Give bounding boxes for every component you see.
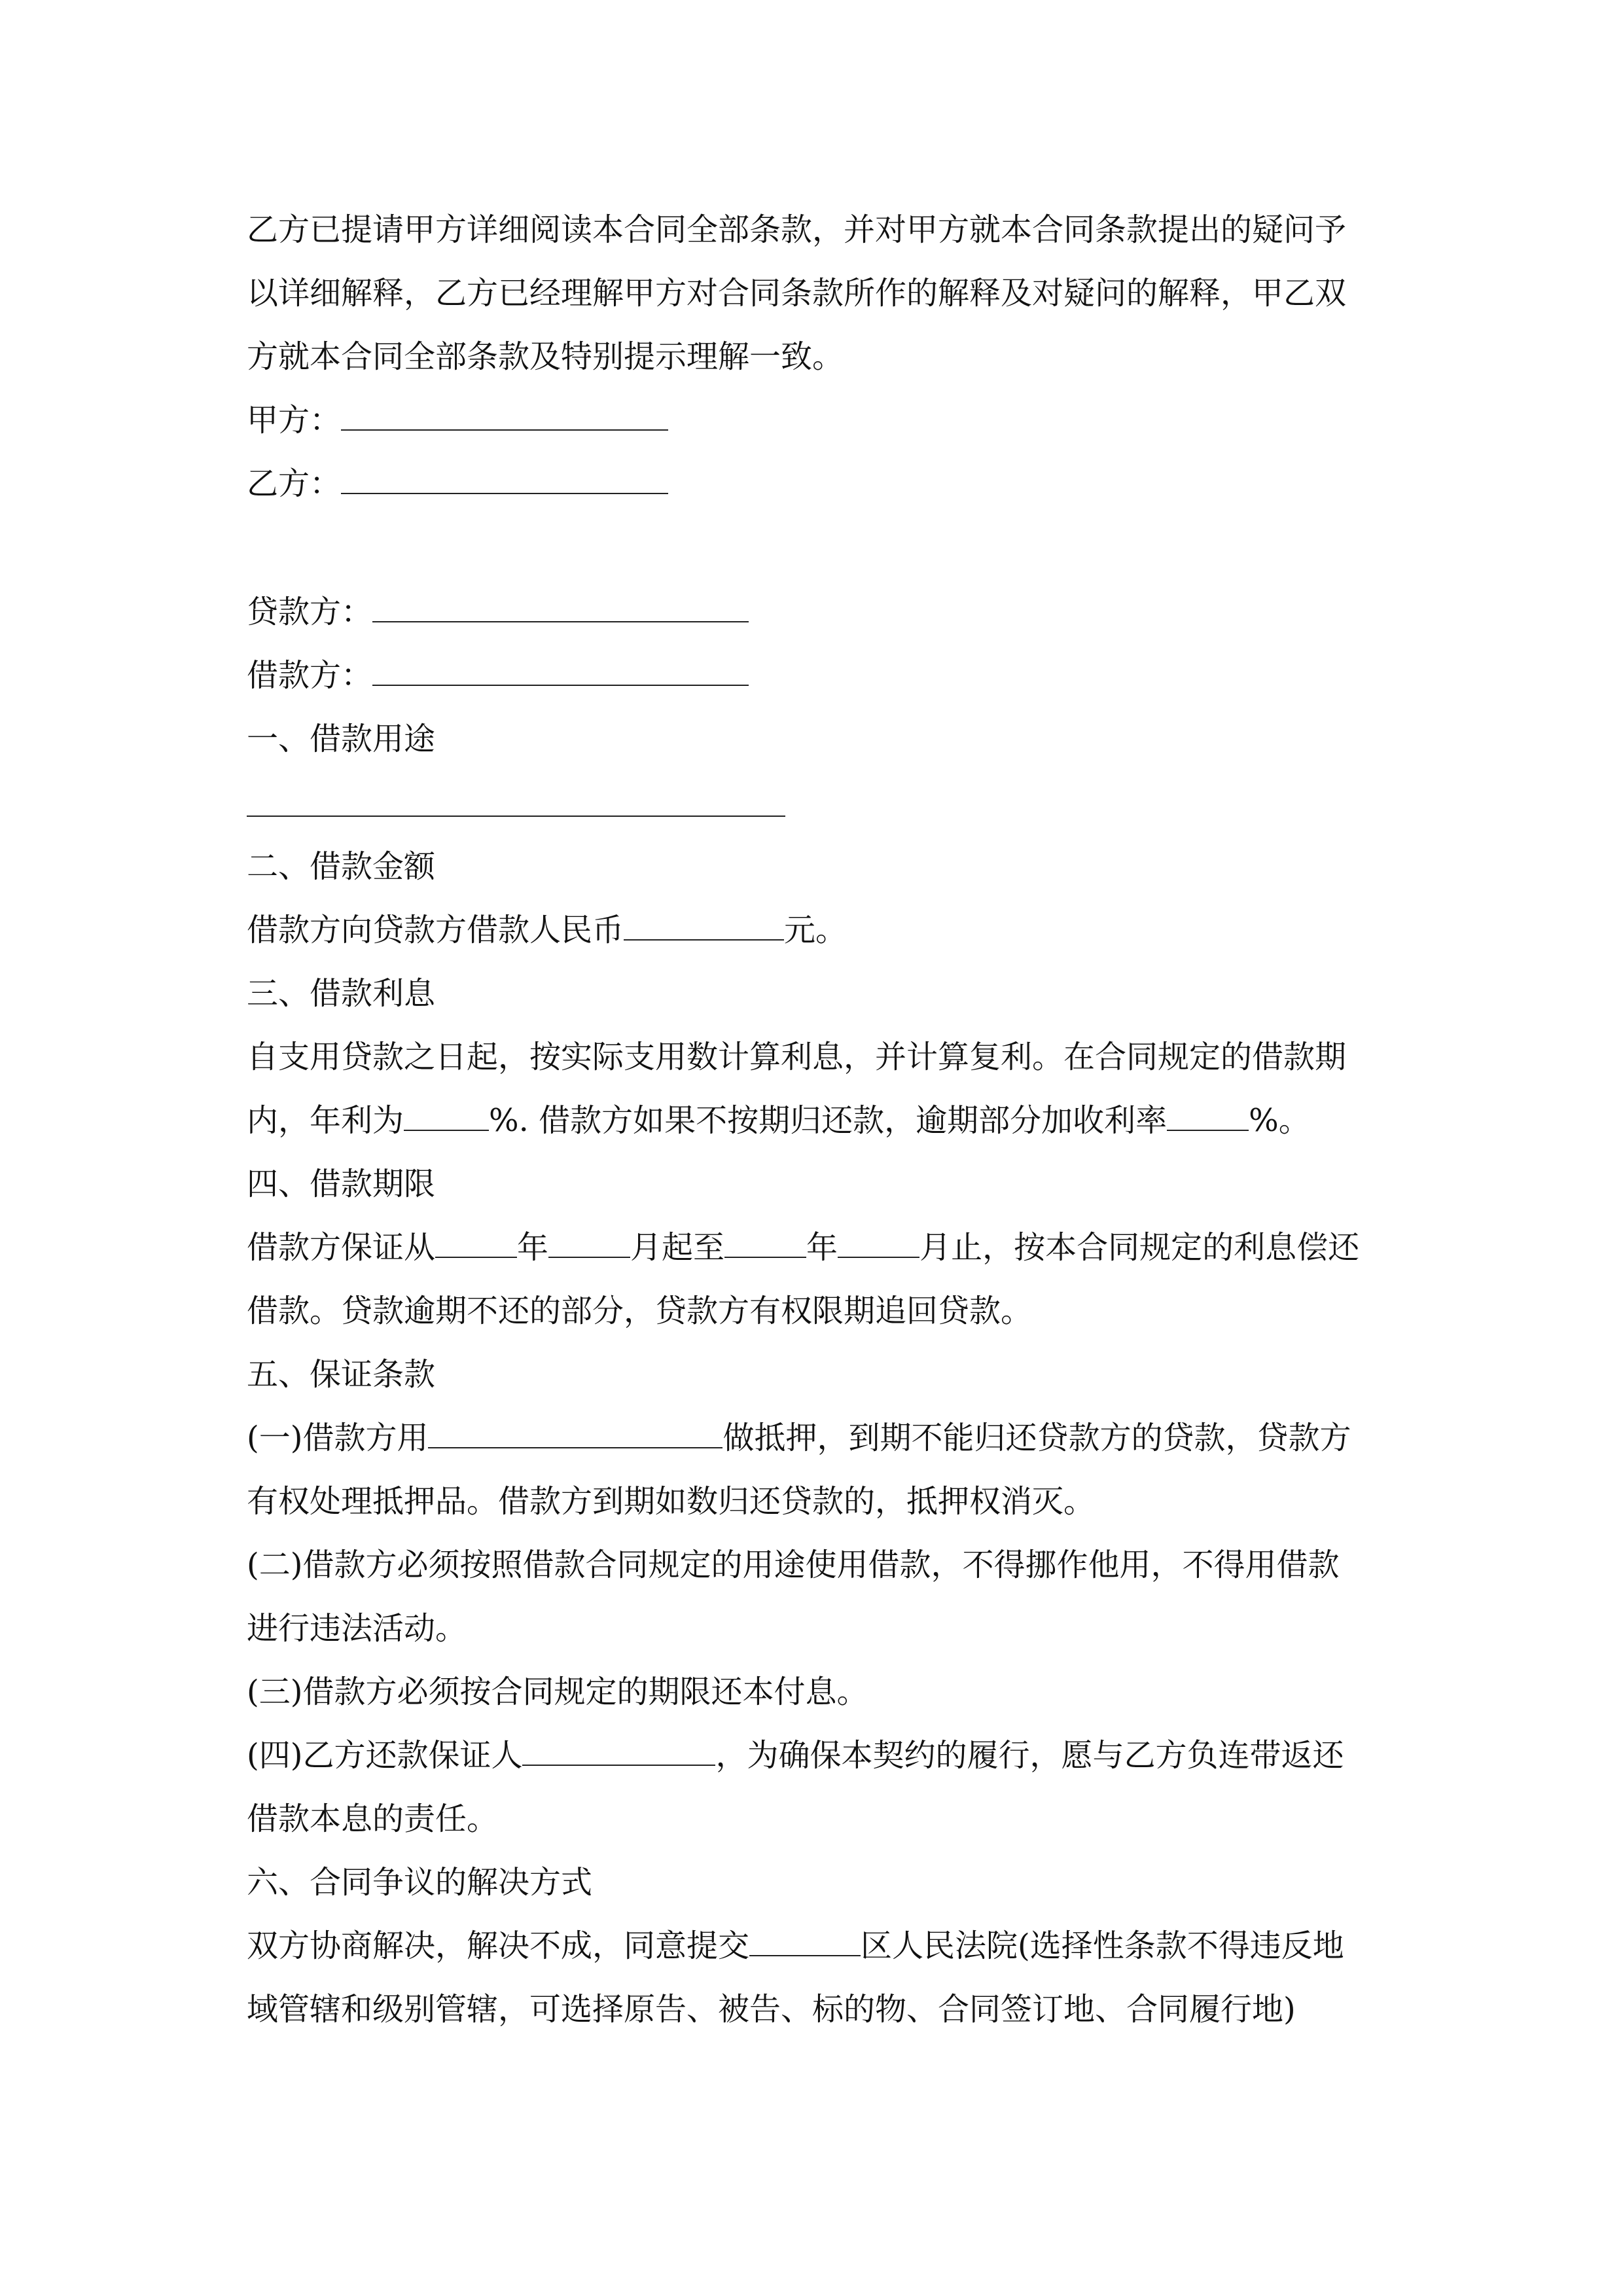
term-text-a: 借款方保证从	[247, 1229, 436, 1266]
section-6-title: 六、合同争议的解决方式	[247, 1864, 593, 1901]
party-a-field[interactable]	[341, 401, 668, 431]
term-text-d: 年	[806, 1229, 838, 1266]
lender-row	[247, 591, 749, 633]
start-year-field[interactable]	[435, 1228, 517, 1258]
guarantee-item-2-line-2: 进行违法活动。	[247, 1610, 467, 1647]
guarantee-1-text-b: 做抵押，到期不能归还贷款方的贷款，贷款方	[722, 1420, 1351, 1456]
guarantee-1-text-a: (一)借款方用	[247, 1420, 429, 1456]
intro-line-3: 方就本合同全部条款及特别提示理解一致。	[247, 338, 844, 375]
dispute-line-2: 域管辖和级别管辖，可选择原告、被告、标的物、合同签订地、合同履行地)	[247, 1991, 1296, 2028]
party-b-row	[247, 463, 668, 505]
court-district-field[interactable]	[749, 1926, 861, 1956]
interest-line-1: 自支用贷款之日起，按实际支用数计算利息，并计算复利。在合同规定的借款期	[247, 1039, 1347, 1075]
party-a-row	[247, 399, 668, 441]
guarantee-item-1-line-2: 有权处理抵押品。借款方到期如数归还贷款的，抵押权消灭。	[247, 1483, 1096, 1520]
collateral-field[interactable]	[428, 1418, 722, 1448]
intro-line-1: 乙方已提请甲方详细阅读本合同全部条款，并对甲方就本合同条款提出的疑问予	[247, 211, 1347, 248]
loan-amount-field[interactable]	[624, 910, 784, 941]
term-text-c: 月起至	[630, 1229, 725, 1266]
loan-amount-text-after: 元。	[784, 912, 847, 948]
guarantee-item-3: (三)借款方必须按合同规定的期限还本付息。	[247, 1674, 868, 1710]
section-1-title: 一、借款用途	[247, 721, 436, 757]
interest-text-c: %。	[1249, 1102, 1310, 1139]
end-year-field[interactable]	[724, 1228, 806, 1258]
party-b-field[interactable]	[341, 464, 668, 494]
loan-amount-row	[247, 909, 847, 951]
intro-line-2: 以详细解释，乙方已经理解甲方对合同条款所作的解释及对疑问的解释，甲乙双	[247, 275, 1347, 312]
section-5-title: 五、保证条款	[247, 1356, 436, 1393]
guarantee-item-1-line-1	[247, 1417, 1351, 1459]
guarantee-item-4-line-1	[247, 1734, 1344, 1776]
borrower-label: 借款方：	[247, 657, 373, 694]
start-month-field[interactable]	[548, 1228, 630, 1258]
borrower-row	[247, 655, 749, 696]
lender-label: 贷款方：	[247, 594, 373, 630]
dispute-text-b: 区人民法院(选择性条款不得违反地	[861, 1928, 1344, 1964]
borrower-field[interactable]	[372, 656, 749, 686]
interest-line-2	[247, 1100, 1310, 1141]
party-b-label: 乙方：	[247, 465, 342, 502]
term-line-1	[247, 1227, 1359, 1268]
term-text-b: 年	[517, 1229, 549, 1266]
guarantee-4-text-b: ，为确保本契约的履行，愿与乙方负连带返还	[715, 1737, 1344, 1774]
penalty-rate-field[interactable]	[1167, 1101, 1249, 1131]
section-4-title: 四、借款期限	[247, 1166, 436, 1202]
term-text-e: 月止，按本合同规定的利息偿还	[919, 1229, 1360, 1266]
guarantor-field[interactable]	[522, 1736, 715, 1766]
guarantee-4-text-a: (四)乙方还款保证人	[247, 1737, 523, 1774]
party-a-label: 甲方：	[247, 402, 342, 439]
section-2-title: 二、借款金额	[247, 848, 436, 885]
lender-field[interactable]	[372, 592, 749, 622]
end-month-field[interactable]	[838, 1228, 919, 1258]
loan-amount-text-before: 借款方向贷款方借款人民币	[247, 912, 624, 948]
guarantee-item-2-line-1: (二)借款方必须按照借款合同规定的用途使用借款，不得挪作他用，不得用借款	[247, 1547, 1340, 1583]
term-line-2: 借款。贷款逾期不还的部分，贷款方有权限期追回贷款。	[247, 1293, 1033, 1329]
loan-purpose-field[interactable]	[247, 816, 785, 817]
dispute-text-a: 双方协商解决，解决不成，同意提交	[247, 1928, 750, 1964]
dispute-line-1	[247, 1925, 1344, 1967]
section-3-title: 三、借款利息	[247, 975, 436, 1012]
interest-text-b: %. 借款方如果不按期归还款，逾期部分加收利率	[489, 1102, 1168, 1139]
annual-rate-field[interactable]	[404, 1101, 489, 1131]
guarantee-item-4-line-2: 借款本息的责任。	[247, 1801, 499, 1837]
interest-text-a: 内，年利为	[247, 1102, 404, 1139]
